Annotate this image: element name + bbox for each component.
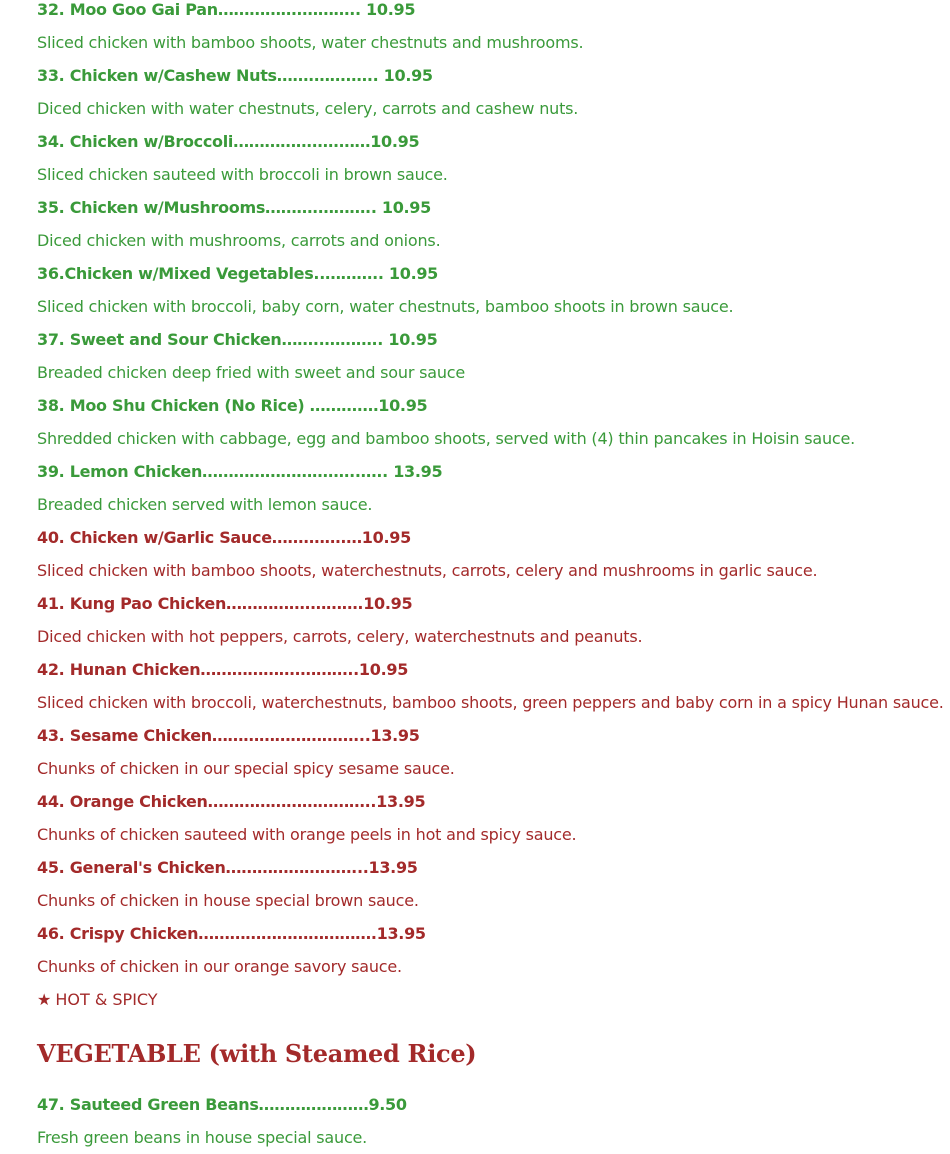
hot-spicy-legend xyxy=(37,983,950,1016)
legend-text: HOT & SPICY xyxy=(55,990,158,1009)
section-heading-vegetable: VEGETABLE (with Steamed Rice) xyxy=(37,1039,477,1068)
menu-content xyxy=(37,0,950,1154)
menu-item-title: 45. General's Chicken……………………...13.95 xyxy=(37,858,418,877)
menu-item-description: Sliced chicken with broccoli, waterchestnuts, bamboo shoots, green peppers and baby corn in a spicy Hunan sauce. xyxy=(37,693,944,712)
menu-item-description: Chunks of chicken in house special brown sauce. xyxy=(37,891,419,910)
menu-item-title: 41. Kung Pao Chicken…………….……….10.95 xyxy=(37,594,413,613)
menu-item-description: Diced chicken with water chestnuts, celery, carrots and cashew nuts. xyxy=(37,99,579,118)
chicken-items-spicy xyxy=(37,521,950,983)
menu-item-title: 36.Chicken w/Mixed Vegetables..……….. 10.95 xyxy=(37,264,439,283)
menu-item-description: Breaded chicken served with lemon sauce. xyxy=(37,495,373,514)
menu-item-title: 39. Lemon Chicken…………………….…..….. 13.95 xyxy=(37,462,443,481)
menu-item-title: 37. Sweet and Sour Chicken……..……….. 10.95 xyxy=(37,330,438,349)
star-icon: ★ xyxy=(37,990,52,1009)
menu-item-description: Shredded chicken with cabbage, egg and bamboo shoots, served with (4) thin pancakes in Hoisin sauce. xyxy=(37,429,856,448)
menu-item-description: Diced chicken with mushrooms, carrots and onions. xyxy=(37,231,441,250)
menu-item-description: Sliced chicken with bamboo shoots, waterchestnuts, carrots, celery and mushrooms in garlic sauce. xyxy=(37,561,818,580)
menu-item-title: 46. Crispy Chicken…………………………….13.95 xyxy=(37,924,426,943)
chicken-items-mild xyxy=(37,0,950,521)
menu-item-description: Chunks of chicken in our special spicy sesame sauce. xyxy=(37,759,455,778)
menu-item-title: 40. Chicken w/Garlic Sauce…….…….…10.95 xyxy=(37,528,411,547)
menu-item-description: Sliced chicken with bamboo shoots, water chestnuts and mushrooms. xyxy=(37,33,584,52)
menu-item-description: Fresh green beans in house special sauce. xyxy=(37,1128,368,1147)
vegetable-items xyxy=(37,1088,950,1154)
menu-item-description: Sliced chicken with broccoli, baby corn, water chestnuts, bamboo shoots in brown sauce. xyxy=(37,297,734,316)
menu-item-description: Diced chicken with hot peppers, carrots, celery, waterchestnuts and peanuts. xyxy=(37,627,643,646)
menu-item-title: 35. Chicken w/Mushrooms……….……….. 10.95 xyxy=(37,198,431,217)
menu-item-title: 42. Hunan Chicken……………….………..10.95 xyxy=(37,660,409,679)
menu-item-description: Chunks of chicken sauteed with orange peels in hot and spicy sauce. xyxy=(37,825,577,844)
menu-item-title: 38. Moo Shu Chicken (No Rice) ……….…10.95 xyxy=(37,396,428,415)
menu-item-title: 34. Chicken w/Broccoli…………….….……10.95 xyxy=(37,132,420,151)
menu-item-title: 33. Chicken w/Cashew Nuts…….…….….. 10.95 xyxy=(37,66,433,85)
menu-item-title: 47. Sauteed Green Beans…………………9.50 xyxy=(37,1095,407,1114)
menu-item-description: Sliced chicken sauteed with broccoli in brown sauce. xyxy=(37,165,448,184)
menu-item-description: Breaded chicken deep fried with sweet and sour sauce xyxy=(37,363,466,382)
menu-item-title: 32. Moo Goo Gai Pan…………….……….. 10.95 xyxy=(37,0,416,19)
menu-item-description: Chunks of chicken in our orange savory sauce. xyxy=(37,957,402,976)
menu-item-title: 44. Orange Chicken…………………………..13.95 xyxy=(37,792,426,811)
menu-item-title: 43. Sesame Chicken………………………...13.95 xyxy=(37,726,420,745)
